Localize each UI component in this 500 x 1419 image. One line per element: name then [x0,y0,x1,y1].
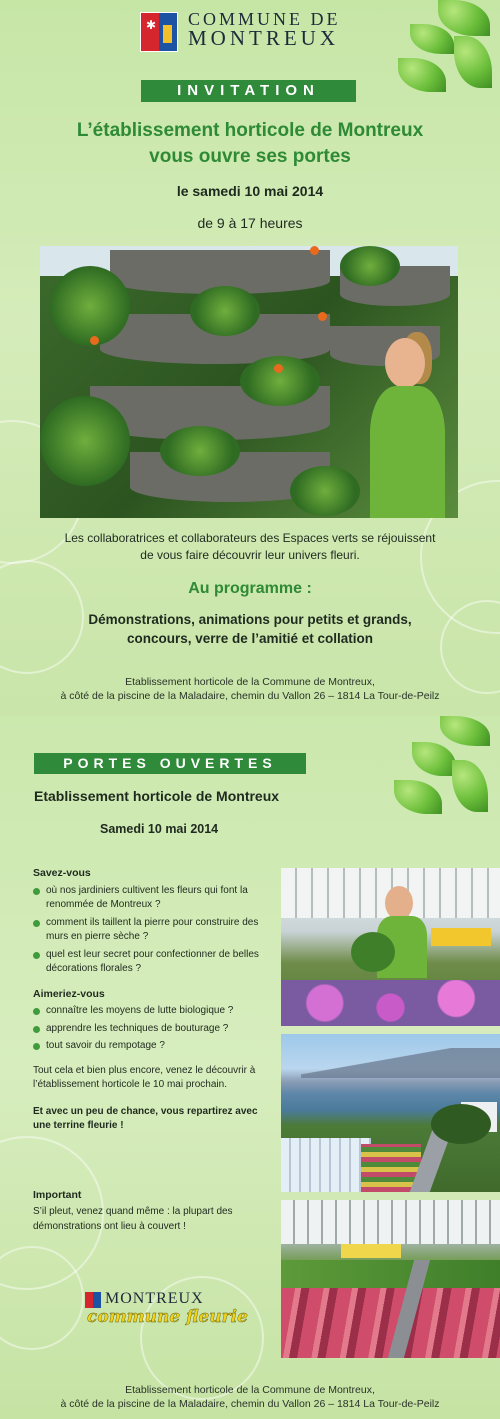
aimeriez-vous-list [33,1004,268,1054]
list-item: apprendre les techniques de bouturage ? [33,1022,268,1037]
invitation-title [0,118,500,170]
invitation-address [20,675,480,703]
invitation-date: le samedi 10 mai 2014 [176,183,324,199]
open-house-banner [34,753,306,774]
coat-of-arms-icon: ✱ [140,12,178,52]
list-item: connaître les moyens de lutte biologique ? [33,1004,268,1019]
open-house-panel [0,716,500,1419]
leaf-decoration [454,36,492,88]
logo-tagline: commune fleurie [87,1307,248,1327]
program-text [20,610,480,648]
list-item: quel est leur secret pour confectionner de belles décorations florales ? [33,948,268,977]
chance-paragraph: Et avec un peu de chance, vous repartirez avec une terrine fleurie ! [33,1105,258,1131]
flower-beds-photo [281,1200,500,1358]
invitation-caption [20,530,480,564]
logo-name: MONTREUX [105,1290,204,1307]
invitation-hours: de 9 à 17 heures [197,215,303,231]
caption-line2: de vous faire découvrir leur univers fleuri. [140,548,360,562]
open-house-title: Etablissement horticole de Montreux [34,788,280,804]
open-house-address [0,1383,500,1411]
address-line1: Etablissement horticole de la Commune de Montreux, [125,676,375,688]
gardener-photo [40,246,458,518]
open-house-banner-label: PORTES OUVERTES [63,755,277,771]
leaf-decoration [452,760,488,812]
important-paragraph: S’il pleut, venez quand même : la plupart des démonstrations ont lieu à couvert ! [33,1206,233,1232]
savez-vous-heading: Savez-vous [33,867,91,879]
caption-line1: Les collaboratrices et collaborateurs des Espaces verts se réjouissent [64,531,436,545]
invitation-banner-label: INVITATION [177,82,320,99]
leaf-decoration [440,716,490,746]
leaf-decoration [398,58,446,92]
aimeriez-vous-heading: Aimeriez-vous [33,987,105,1000]
aerial-view-photo [281,1034,500,1192]
list-item: comment ils taillent la pierre pour construire des murs en pierre sèche ? [33,916,268,945]
address-line1: Etablissement horticole de la Commune de Montreux, [125,1384,375,1396]
leaf-decoration [410,24,454,54]
program-title: Au programme : [188,580,312,597]
address-line2: à côté de la piscine de la Maladaire, chemin du Vallon 26 – 1814 La Tour-de-Peilz [60,1398,440,1410]
commune-line1: COMMUNE DE [188,9,341,29]
leaf-decoration [394,780,442,814]
invitation-title-line2: vous ouvre ses portes [149,146,351,167]
list-item: où nos jardiniers cultivent les fleurs qui font la renommée de Montreux ? [33,884,268,913]
savez-vous-list [33,884,268,977]
invitation-banner [141,80,356,102]
invitation-title-line1: L’établissement horticole de Montreux [76,120,424,141]
greenhouse-photo [281,868,500,1026]
montreux-fleurie-logo [85,1290,248,1332]
program-line2: concours, verre de l’amitié et collation [126,631,374,646]
program-line1: Démonstrations, animations pour petits et grands, [88,612,412,627]
commune-line2: MONTREUX [188,26,339,50]
open-house-text [33,866,268,1246]
coat-of-arms-icon [85,1292,101,1308]
open-house-date: Samedi 10 mai 2014 [100,822,219,836]
commune-name [188,10,341,48]
address-line2: à côté de la piscine de la Maladaire, chemin du Vallon 26 – 1814 La Tour-de-Peilz [60,690,440,702]
leaf-decoration [412,742,456,776]
list-item: tout savoir du rempotage ? [33,1039,268,1054]
commune-logo [140,10,370,54]
important-heading: Important [33,1188,82,1201]
invite-paragraph: Tout cela et bien plus encore, venez le découvrir à l’établissement horticole le 10 mai prochain. [33,1064,256,1090]
